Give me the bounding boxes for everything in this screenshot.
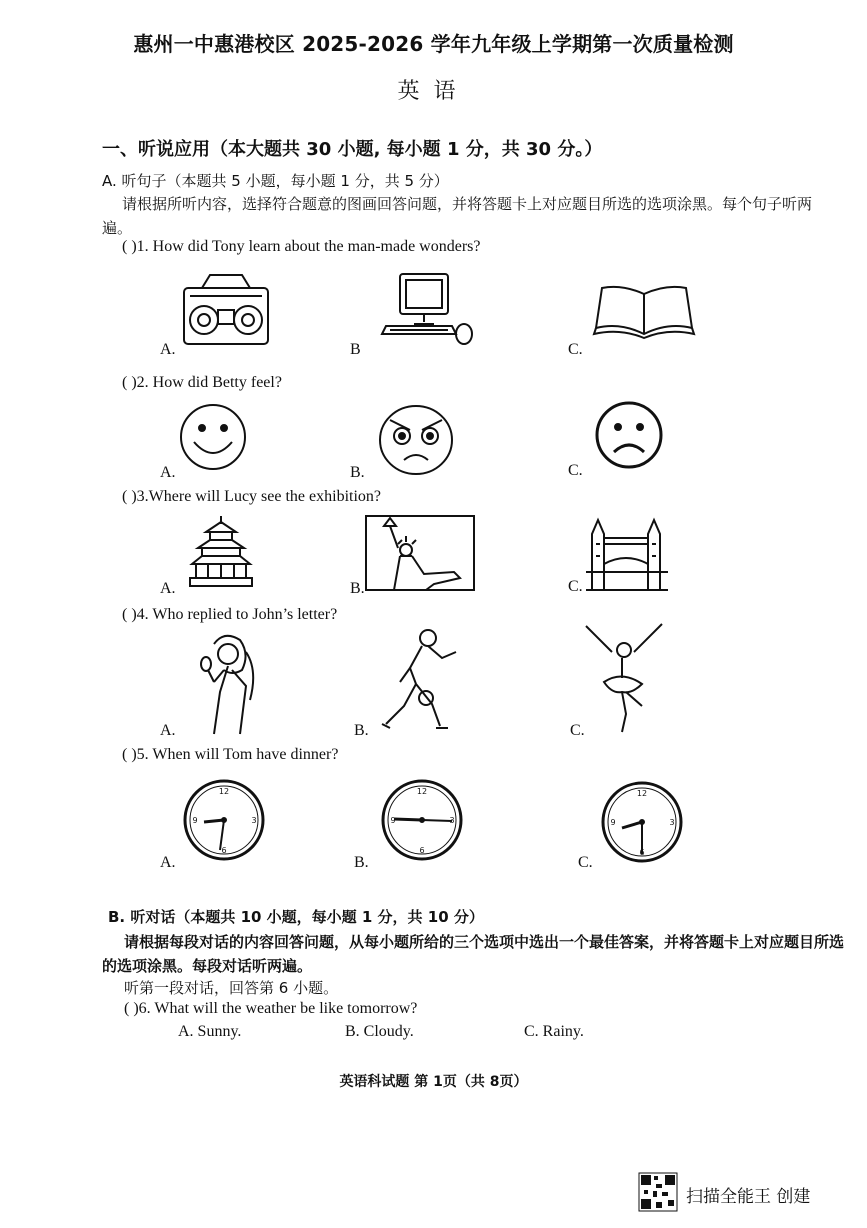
clock-number: 12 bbox=[218, 787, 230, 796]
question-2: ( )2. How did Betty feel? bbox=[122, 374, 282, 391]
clock-icon bbox=[600, 780, 684, 864]
part-b-heading: B. 听对话（本题共 10 小题，每小题 1 分，共 10 分） bbox=[108, 908, 484, 926]
q3-option-a: A. bbox=[160, 580, 176, 597]
singer-icon bbox=[184, 630, 264, 736]
q5-option-b: B. bbox=[354, 854, 369, 871]
book-icon bbox=[592, 284, 696, 340]
clock-number: 6 bbox=[419, 846, 425, 855]
page-footer: 英语科试题 第 1页（共 8页） bbox=[339, 1074, 528, 1090]
q6-option-a: A. Sunny. bbox=[178, 1023, 242, 1040]
question-5: ( )5. When will Tom have dinner? bbox=[122, 746, 339, 763]
q1-option-a: A. bbox=[160, 341, 176, 358]
question-4: ( )4. Who replied to John’s letter? bbox=[122, 606, 338, 623]
clock-number: 9 bbox=[192, 816, 198, 825]
basketball-player-icon bbox=[376, 628, 466, 732]
happy-face-icon bbox=[178, 402, 248, 472]
q5-option-a: A. bbox=[160, 854, 176, 871]
part-a-heading: A. 听句子（本题共 5 小题，每小题 1 分，共 5 分） bbox=[102, 172, 449, 190]
clock-number: 12 bbox=[416, 787, 428, 796]
exam-subject: 英语 bbox=[397, 79, 470, 104]
clock-number: 6 bbox=[221, 846, 227, 855]
q1-option-c: C. bbox=[568, 341, 583, 358]
clock-icon bbox=[380, 778, 464, 862]
clock-number: 3 bbox=[449, 816, 455, 825]
qr-code-icon bbox=[638, 1172, 678, 1212]
q2-option-c: C. bbox=[568, 462, 583, 479]
dialog-intro: 听第一段对话，回答第 6 小题。 bbox=[124, 979, 339, 997]
tower-bridge-icon bbox=[584, 514, 670, 592]
part-b-instruction: 请根据每段对话的内容回答问题，从每小题所给的三个选项中选出一个最佳答案，并将答题卡上对应题目所选的选项涂黑。每段对话听两遍。 bbox=[102, 933, 845, 975]
clock-number: 9 bbox=[610, 818, 616, 827]
q3-option-b: B. bbox=[350, 580, 365, 597]
computer-icon bbox=[380, 272, 476, 352]
radio-icon bbox=[180, 272, 272, 348]
ballet-dancer-icon bbox=[582, 622, 666, 734]
q5-option-c: C. bbox=[578, 854, 593, 871]
temple-of-heaven-icon bbox=[188, 514, 254, 590]
q2-option-b: B. bbox=[350, 464, 365, 481]
q4-option-b: B. bbox=[354, 722, 369, 739]
exam-title: 惠州一中惠港校区 2025-2026 学年九年级上学期第一次质量检测 bbox=[133, 32, 734, 56]
question-3: ( )3.Where will Lucy see the exhibition? bbox=[122, 488, 382, 505]
sad-face-icon bbox=[594, 400, 664, 470]
clock-number: 3 bbox=[669, 818, 675, 827]
clock-icon bbox=[182, 778, 266, 862]
clock-number: 12 bbox=[636, 789, 648, 798]
q1-option-b: B bbox=[350, 341, 361, 358]
q6-option-b: B. Cloudy. bbox=[345, 1023, 414, 1040]
q4-option-a: A. bbox=[160, 722, 176, 739]
q3-option-c: C. bbox=[568, 578, 583, 595]
q6-option-c: C. Rainy. bbox=[524, 1023, 584, 1040]
part-a-instruction: 请根据所听内容，选择符合题意的图画回答问题，并将答题卡上对应题目所选的选项涂黑。每个句子听两遍。 bbox=[102, 195, 813, 237]
scanner-watermark: 扫描全能王 创建 bbox=[686, 1187, 811, 1207]
question-1: ( )1. How did Tony learn about the man-made wonders? bbox=[122, 238, 481, 255]
q4-option-c: C. bbox=[570, 722, 585, 739]
clock-number: 3 bbox=[251, 816, 257, 825]
section-heading: 一、听说应用（本大题共 30 小题, 每小题 1 分，共 30 分。） bbox=[102, 139, 603, 160]
statue-of-liberty-icon bbox=[364, 514, 476, 592]
question-6: ( )6. What will the weather be like tomorrow? bbox=[124, 1000, 418, 1017]
angry-face-icon bbox=[376, 402, 456, 478]
clock-number: 6 bbox=[639, 848, 645, 857]
clock-number: 9 bbox=[390, 816, 396, 825]
q2-option-a: A. bbox=[160, 464, 176, 481]
